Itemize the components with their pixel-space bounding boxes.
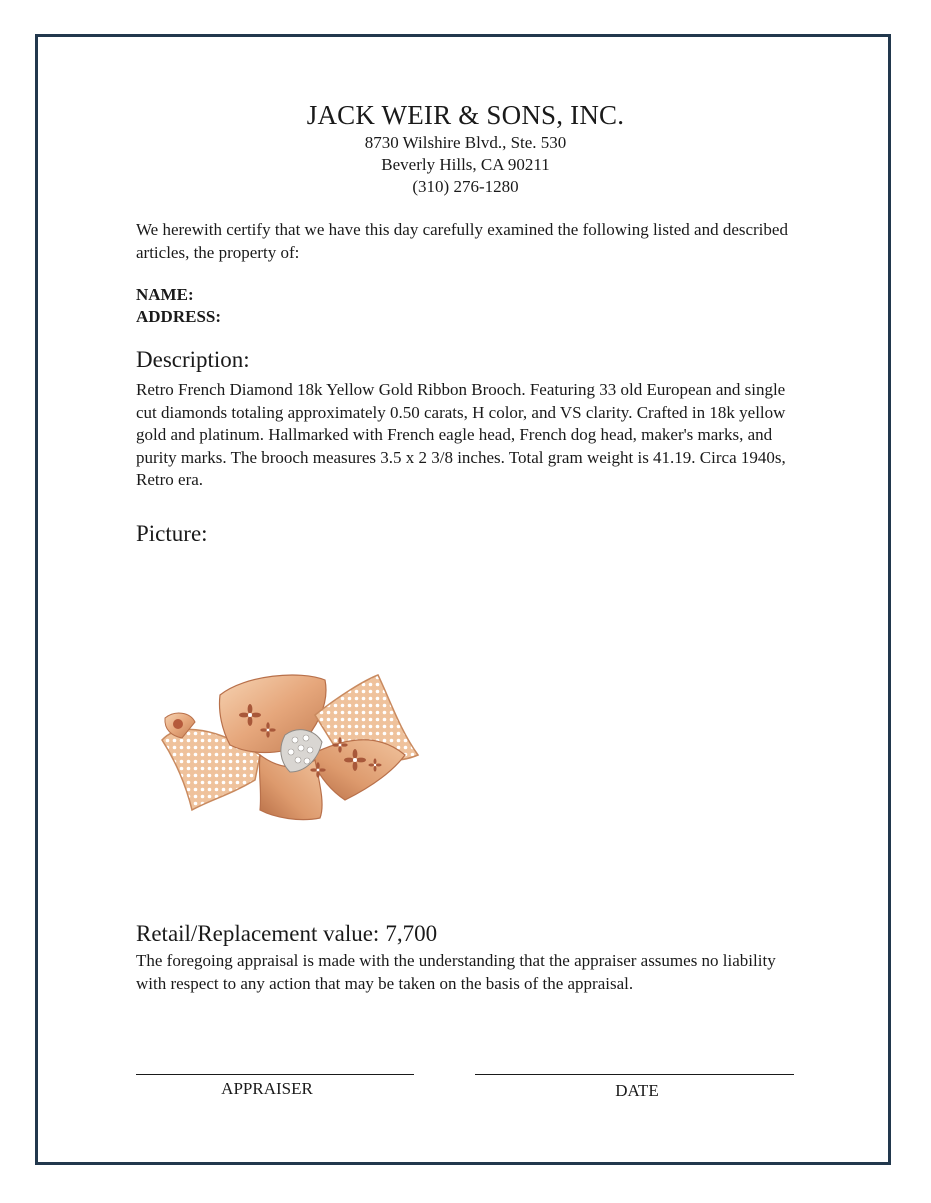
date-label: DATE xyxy=(615,1081,659,1100)
owner-address-label: ADDRESS: xyxy=(136,307,222,326)
owner-name-label: NAME: xyxy=(136,285,194,304)
description-body: Retro French Diamond 18k Yellow Gold Ribbon Brooch. Featuring 33 old European and single cut diamonds totaling approximately 0.50 carats, H color, and VS clarity. Crafted in 18k yellow gold and platinum. Hallmarked with French eagle head, French dog head, maker's marks, and purity marks. The brooch measures 3.5 x 2 3/8 inches. Total gram weight is 41.19. Circa 1940s, Retro era. xyxy=(136,380,786,489)
company-phone: (310) 276-1280 xyxy=(412,177,519,196)
description-heading: Description: xyxy=(136,347,250,372)
appraisal-disclaimer: The foregoing appraisal is made with the understanding that the appraiser assumes no liability with respect to any action that may be taken on the basis of the appraisal. xyxy=(136,951,776,993)
ribbon-brooch-image xyxy=(150,660,435,830)
company-address-line1: 8730 Wilshire Blvd., Ste. 530 xyxy=(364,133,567,152)
picture-heading: Picture: xyxy=(136,521,208,546)
retail-value xyxy=(136,921,437,947)
appraiser-signature-line xyxy=(136,1074,414,1075)
certification-intro: We herewith certify that we have this day carefully examined the following listed and described articles, the property of: xyxy=(136,220,788,262)
company-address-line2: Beverly Hills, CA 90211 xyxy=(381,155,550,174)
retail-value-amount: 7,700 xyxy=(385,921,438,946)
date-signature-line xyxy=(475,1074,794,1075)
appraiser-label: APPRAISER xyxy=(221,1079,313,1098)
certificate-border xyxy=(35,34,891,1165)
retail-value-label: Retail/Replacement value: xyxy=(136,921,380,946)
company-name: JACK WEIR & SONS, INC. xyxy=(306,100,625,130)
